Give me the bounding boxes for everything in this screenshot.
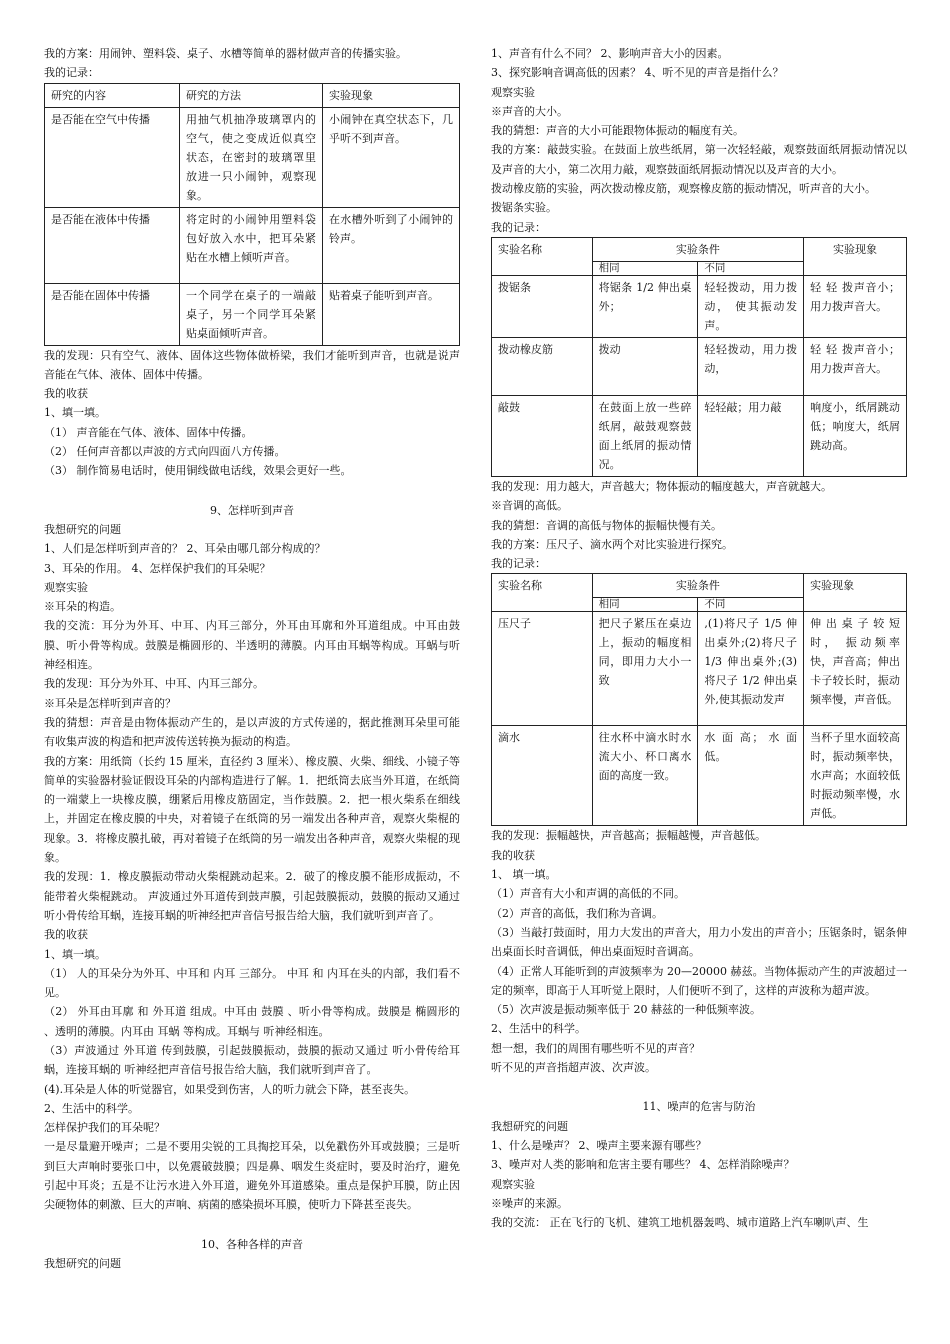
table-cell: 拨动橡皮筋 [492, 337, 593, 395]
section-title: 10、各种各样的声音 [201, 1237, 303, 1251]
paragraph: 我的方案：压尺子、滴水两个对比实验进行探究。 [491, 537, 733, 551]
table-cell: 贴着桌子能听到声音。 [323, 283, 460, 345]
paragraph: 我的记录： [44, 66, 99, 80]
paragraph: （4）正常人耳能听到的声波频率为 20—20000 赫兹。当物体振动产生的声波超过一定的频率，即高于人耳听觉上限时，人们便听不到了，这样的声波称为超声波。 [491, 964, 907, 997]
table-cell: 轻轻拨动，用力拨动， [698, 337, 804, 395]
paragraph: （2） 外耳由耳廓 和 外耳道 组成。中耳由 鼓膜 、听小骨等构成。鼓膜是 椭圆形的 、透明的薄膜。内耳由 耳蜗 等构成。耳蜗与 听神经相连。 [44, 1005, 460, 1038]
paragraph: （2）声音的高低，我们称为音调。 [491, 906, 663, 920]
table-header-row [492, 237, 907, 261]
paragraph: 我想研究的问题 [44, 522, 121, 536]
table-row [492, 337, 907, 395]
table-cell: 轻 轻 拨声音小；用力拨声音大。 [804, 337, 907, 395]
paragraph: 3、噪声对人类的影响和危害主要有哪些？ 4、怎样消除噪声？ [491, 1158, 795, 1172]
table-header-cell: 研究的方法 [180, 83, 323, 107]
table-header-cell: 实验条件 [592, 574, 804, 598]
sound-propagation-table [44, 83, 460, 346]
table-header-cell: 实验名称 [492, 237, 593, 275]
table-header-cell: 实验条件 [592, 237, 804, 261]
table-row [492, 395, 907, 476]
paragraph: 我的发现：振幅越快，声音越高；振幅越慢，声音越低。 [491, 829, 766, 843]
paragraph: 1、 填一填。 [491, 868, 557, 882]
table-cell: 滴水 [492, 726, 593, 826]
paragraph: 我的发现：只有空气、液体、固体这些物体做桥梁，我们才能听到声音，也就是说声音能在气体、液体、固体中传播。 [44, 348, 460, 381]
paragraph: 听不见的声音指超声波、次声波。 [491, 1061, 656, 1075]
table-cell: 小闹钟在真空状态下，几乎听不到声音。 [323, 107, 460, 207]
table-cell: 是否能在固体中传播 [45, 283, 180, 345]
section-title: 11、噪声的危害与防治 [642, 1100, 756, 1114]
table-row [492, 275, 907, 337]
table-row [45, 207, 460, 283]
table-cell: ,(1)将尺子 1/5 伸出桌外;(2)将尺子 1/3 伸出桌外;(3)将尺子 1/2 伸出桌外,使其振动发声 [698, 612, 804, 726]
paragraph: 我的方案：用闹钟、塑料袋、桌子、水槽等简单的器材做声音的传播实验。 [44, 47, 407, 60]
paragraph: 观察实验 [44, 580, 88, 594]
table-subheader-cell: 相同 [592, 261, 698, 275]
table-subheader-cell: 不同 [698, 598, 804, 612]
paragraph: 2、生活中的科学。 [44, 1101, 139, 1115]
table-header-row [492, 574, 907, 598]
table-cell: 一个同学在桌子的一端敲桌子，另一个同学耳朵紧贴桌面倾听声音。 [180, 283, 323, 345]
table-row [45, 283, 460, 345]
table-row [492, 726, 907, 826]
paragraph: ※耳朵是怎样听到声音的？ [44, 696, 176, 710]
paragraph: 我的猜想：音调的高低与物体的振幅快慢有关。 [491, 518, 722, 532]
table-cell: 将定时的小闹钟用塑料袋包好放入水中，把耳朵紧贴在水槽上倾听声音。 [180, 207, 323, 283]
paragraph: 怎样保护我们的耳朵呢？ [44, 1121, 165, 1135]
paragraph: 1、声音有什么不同？ 2、影响声音大小的因素。 [491, 47, 729, 60]
table-cell: 用抽气机抽净玻璃罩内的空气，使之变成近似真空状态，在密封的玻璃罩里放进一只小闹钟，观察现象。 [180, 107, 323, 207]
paragraph: 拨动橡皮筋的实验，两次拨动橡皮筋，观察橡皮筋的振动情况，听声音的大小。 [491, 182, 876, 196]
paragraph: 观察实验 [491, 1177, 535, 1191]
paragraph: （3）当敲打鼓面时，用力大发出的声音大，用力小发出的声音小；压锯条时，锯条伸出桌面长时音调低，伸出桌面短时音调高。 [491, 925, 907, 959]
pitch-table [491, 573, 907, 826]
paragraph: 我想研究的问题 [44, 1256, 121, 1270]
paragraph: （1） 声音能在气体、液体、固体中传播。 [44, 425, 253, 439]
table-header-cell: 研究的内容 [45, 83, 180, 107]
section-title: 9、怎样听到声音 [210, 503, 294, 517]
paragraph: (4).耳朵是人体的听觉器官，如果受到伤害，人的听力就会下降，甚至丧失。 [44, 1082, 416, 1096]
table-cell: 水 面 高； 水 面低。 [698, 726, 804, 826]
table-cell: 把尺子紧压在桌边上，振动的幅度相同，即用力大小一致 [592, 612, 698, 726]
table-header-row [45, 83, 460, 107]
table-cell: 在鼓面上放一些碎纸屑，敲鼓观察鼓面上纸屑的振动情况。 [592, 395, 698, 476]
loudness-table [491, 237, 907, 477]
table-subheader-cell: 相同 [592, 598, 698, 612]
table-cell: 当杯子里水面较高时，振动频率快，水声高；水面较低时振动频率慢，水声低。 [804, 726, 907, 826]
paragraph: 1、什么是噪声？ 2、噪声主要来源有哪些？ [491, 1138, 707, 1152]
table-cell: 敲鼓 [492, 395, 593, 476]
table-header-cell: 实验现象 [804, 574, 907, 612]
table-header-cell: 实验现象 [323, 83, 460, 107]
table-cell: 响度小，纸屑跳动低；响度大，纸屑跳动高。 [804, 395, 907, 476]
paragraph: 我的收获 [44, 928, 88, 942]
table-cell: 轻轻敲；用力敲 [698, 395, 804, 476]
table-cell: 将锯条 1/2 伸出桌外； [592, 275, 698, 337]
paragraph: 我的收获 [491, 848, 535, 862]
table-cell: 往水杯中滴水时水流大小、杯口离水面的高度一致。 [592, 726, 698, 826]
paragraph: ※耳朵的构造。 [44, 600, 121, 614]
paragraph: （1）声音有大小和声调的高低的不同。 [491, 887, 685, 901]
table-cell: 在水槽外听到了小闹钟的铃声。 [323, 207, 460, 283]
paragraph: 拨锯条实验。 [491, 201, 557, 215]
paragraph: 我的记录： [491, 220, 546, 234]
table-cell: 伸 出 桌 子 较 短时， 振动频率快，声音高；伸出卡子较长时，振动频率慢，声音低。 [804, 612, 907, 726]
table-header-cell: 实验名称 [492, 574, 593, 612]
paragraph: 我的记录： [491, 557, 546, 571]
paragraph: （2） 任何声音都以声波的方式向四面八方传播。 [44, 445, 286, 459]
paragraph: 3、探究影响音调高低的因素？ 4、听不见的声音是指什么？ [491, 66, 784, 80]
table-row [492, 612, 907, 726]
table-subheader-cell: 不同 [698, 261, 804, 275]
paragraph: 我的猜想：声音是由物体振动产生的，是以声波的方式传递的，据此推测耳朵里可能有收集声波的构造和把声波传送转换为振动的构造。 [44, 715, 460, 749]
paragraph: （1） 人的耳朵分为外耳、中耳和 内耳 三部分。 中耳 和 内耳在头的内部，我们看不见。 [44, 966, 460, 1000]
paragraph: 我想研究的问题 [491, 1119, 568, 1133]
table-cell: 轻轻拨动，用力拨动， 使其振动发声。 [698, 275, 804, 337]
paragraph: 1、填一填。 [44, 947, 106, 961]
paragraph: 1、填一填。 [44, 406, 106, 420]
paragraph: 我的猜想：声音的大小可能跟物体振动的幅度有关。 [491, 124, 744, 138]
paragraph: 我的方案：用纸筒（长约 15 厘米，直径约 3 厘米）、橡皮膜、火柴、细线、小镜子等简单的实验器材验证假设耳朵的内部构造进行了解。1．把纸筒去底当外耳道，在纸筒的一端蒙上一块橡皮膜，绷紧后用橡皮筋固定，当作鼓膜。2．把一根火柴系在细线上，并固定在橡皮膜的中央，对着镜子在纸筒的另一端发出各种声音，观察火柴棍的现象。3．将橡皮膜扎破，再对着镜子在纸筒的另一端发出各种声音，观察火柴棍的现象。 [44, 754, 460, 865]
paragraph: 我的发现：用力越大，声音越大；物体振动的幅度越大，声音就越大。 [491, 479, 832, 493]
paragraph: 我的交流：耳分为外耳、中耳、内耳三部分，外耳由耳廓和外耳道组成。中耳由鼓膜、听小骨等构成。鼓膜是椭圆形的、半透明的薄膜。内耳由耳蜗等构成。耳蜗与听神经相连。 [44, 619, 460, 672]
paragraph: 我的交流： 正在飞行的飞机、建筑工地机器轰鸣、城市道路上汽车喇叭声、生 [491, 1216, 869, 1230]
paragraph: 一是尽量避开噪声；二是不要用尖锐的工具掏挖耳朵，以免戳伤外耳或鼓膜；三是听到巨大声响时要张口中，以免震破鼓膜；四是鼻、咽发生炎症时，要及时治疗，避免引起中耳炎；五是不让污水进入外耳道，避免外耳道感染。重点是保护耳膜，防止因尖硬物体的刺激、巨大的声响、病菌的感染损坏耳膜，使听力下降甚至丧失。 [44, 1140, 460, 1212]
paragraph: 1、人们是怎样听到声音的？ 2、耳朵由哪几部分构成的？ [44, 542, 326, 556]
paragraph: 我的发现：1．橡皮膜振动带动火柴棍跳动起来。2．破了的橡皮膜不能形成振动，不能带着火柴棍跳动。 声波通过外耳道传到鼓声膜，引起鼓膜振动，鼓膜的振动又通过听小骨传给耳蜗，连接耳蜗的听神经把声音信号报告给大脑，我们就听到声音了。 [44, 870, 460, 922]
table-cell: 拨动 [592, 337, 698, 395]
table-cell: 是否能在液体中传播 [45, 207, 180, 283]
table-cell: 轻 轻 拨声音小；用力拨声音大。 [804, 275, 907, 337]
left-column [44, 44, 460, 1273]
right-column [491, 44, 907, 1232]
paragraph: （5）次声波是振动频率低于 20 赫兹的一种低频率波。 [491, 1003, 761, 1017]
paragraph: ※噪声的来源。 [491, 1196, 568, 1210]
paragraph: 我的方案：敲鼓实验。在鼓面上放些纸屑，第一次轻轻敲，观察鼓面纸屑振动情况以及声音的大小，第二次用力敲，观察鼓面纸屑振动情况以及声音的大小。 [491, 143, 907, 176]
paragraph: （3） 制作简易电话时，使用铜线做电话线，效果会更好一些。 [44, 464, 352, 478]
paragraph: 想一想，我们的周围有哪些听不见的声音？ [491, 1041, 700, 1055]
paragraph: 2、生活中的科学。 [491, 1022, 586, 1036]
table-cell: 压尺子 [492, 612, 593, 726]
paragraph: 观察实验 [491, 85, 535, 99]
paragraph: 我的收获 [44, 387, 88, 401]
table-cell: 拨锯条 [492, 275, 593, 337]
paragraph: 我的发现：耳分为外耳、中耳、内耳三部分。 [44, 677, 264, 691]
table-row [45, 107, 460, 207]
paragraph: ※音调的高低。 [491, 499, 568, 513]
table-cell: 是否能在空气中传播 [45, 107, 180, 207]
paragraph: 3、耳朵的作用。 4、怎样保护我们的耳朵呢？ [44, 561, 271, 575]
paragraph: ※声音的大小。 [491, 104, 568, 118]
paragraph: （3）声波通过 外耳道 传到鼓膜，引起鼓膜振动，鼓膜的振动又通过 听小骨传给耳蜗，连接耳蜗的 听神经把声音信号报告给大脑，我们就听到声音了。 [44, 1043, 460, 1077]
table-header-cell: 实验现象 [804, 237, 907, 275]
